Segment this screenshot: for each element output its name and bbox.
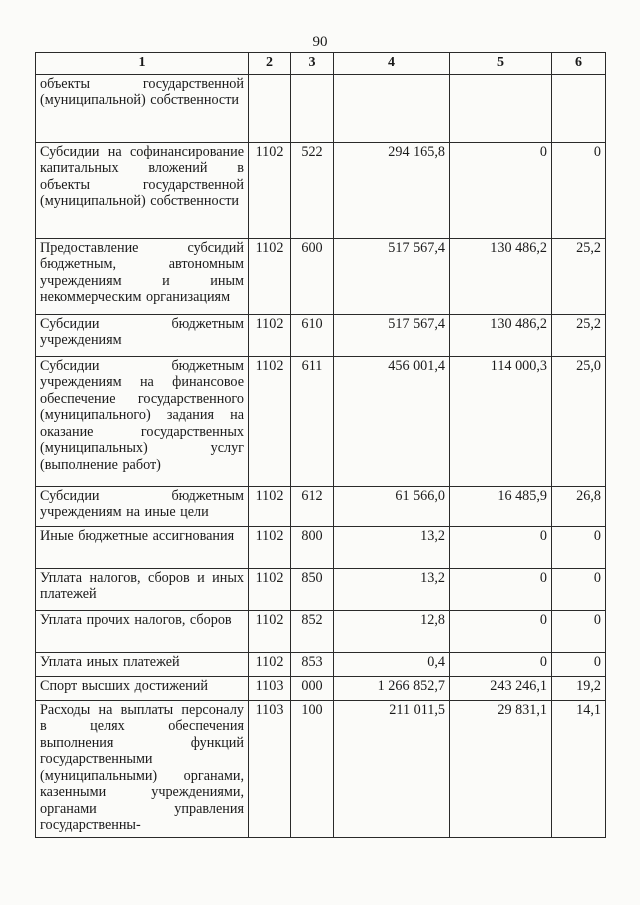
row-plan-value [334,74,450,142]
row-plan-value: 13,2 [334,526,450,568]
table-row [36,142,606,238]
column-header-5: 5 [450,53,552,75]
row-name: Спорт высших достижений [36,676,249,700]
column-header-4: 4 [334,53,450,75]
row-name: Уплата иных платежей [36,652,249,676]
row-actual-value: 0 [450,568,552,610]
table-row [36,238,606,314]
row-actual-value: 0 [450,652,552,676]
row-name: Уплата налогов, сборов и иных платежей [36,568,249,610]
row-percent: 0 [552,568,606,610]
row-actual-value: 0 [450,526,552,568]
row-section-code: 1102 [249,314,291,356]
row-expense-type: 600 [291,238,334,314]
row-plan-value: 13,2 [334,568,450,610]
row-section-code: 1102 [249,486,291,526]
row-expense-type: 611 [291,356,334,486]
table-row [36,610,606,652]
row-plan-value: 456 001,4 [334,356,450,486]
row-plan-value: 517 567,4 [334,238,450,314]
row-expense-type: 850 [291,568,334,610]
row-name: Уплата прочих налогов, сборов [36,610,249,652]
row-plan-value: 61 566,0 [334,486,450,526]
row-actual-value: 29 831,1 [450,700,552,837]
row-section-code: 1103 [249,676,291,700]
row-section-code: 1102 [249,610,291,652]
row-section-code: 1102 [249,356,291,486]
row-percent: 26,8 [552,486,606,526]
row-plan-value: 294 165,8 [334,142,450,238]
row-expense-type: 800 [291,526,334,568]
table-row [36,652,606,676]
table-row [36,314,606,356]
row-section-code: 1103 [249,700,291,837]
row-plan-value: 12,8 [334,610,450,652]
row-plan-value: 517 567,4 [334,314,450,356]
row-section-code [249,74,291,142]
row-plan-value: 0,4 [334,652,450,676]
row-actual-value: 130 486,2 [450,238,552,314]
row-percent: 19,2 [552,676,606,700]
page-number: 90 [312,34,328,50]
row-actual-value: 0 [450,142,552,238]
row-plan-value: 211 011,5 [334,700,450,837]
row-plan-value: 1 266 852,7 [334,676,450,700]
row-name: Субсидии бюджетным учреждениям на финансовое обеспечение государственного (муниципального) задания на оказание государственных (муниципальных) услуг (выполнение работ) [36,356,249,486]
row-actual-value: 114 000,3 [450,356,552,486]
row-expense-type: 612 [291,486,334,526]
row-actual-value [450,74,552,142]
row-expense-type: 522 [291,142,334,238]
row-percent: 25,2 [552,314,606,356]
row-expense-type [291,74,334,142]
row-expense-type: 853 [291,652,334,676]
row-percent: 25,0 [552,356,606,486]
row-section-code: 1102 [249,142,291,238]
column-header-2: 2 [249,53,291,75]
budget-table [35,52,606,838]
row-expense-type: 610 [291,314,334,356]
row-percent: 0 [552,526,606,568]
row-section-code: 1102 [249,568,291,610]
table-row [36,568,606,610]
row-name: объекты государственной (муниципальной) собственности [36,74,249,142]
column-header-1: 1 [36,53,249,75]
table-row [36,74,606,142]
row-percent: 0 [552,610,606,652]
row-percent: 0 [552,652,606,676]
row-section-code: 1102 [249,652,291,676]
row-percent [552,74,606,142]
row-expense-type: 000 [291,676,334,700]
row-section-code: 1102 [249,238,291,314]
row-name: Субсидии на софинансирование капитальных вложений в объекты государственной (муниципальной) собственности [36,142,249,238]
table-row [36,486,606,526]
table-row [36,700,606,837]
row-name: Субсидии бюджетным учреждениям [36,314,249,356]
row-percent: 14,1 [552,700,606,837]
row-percent: 25,2 [552,238,606,314]
column-header-3: 3 [291,53,334,75]
table-row [36,526,606,568]
row-name: Субсидии бюджетным учреждениям на иные цели [36,486,249,526]
row-percent: 0 [552,142,606,238]
column-header-6: 6 [552,53,606,75]
row-actual-value: 243 246,1 [450,676,552,700]
table-row [36,356,606,486]
row-actual-value: 130 486,2 [450,314,552,356]
row-expense-type: 852 [291,610,334,652]
row-section-code: 1102 [249,526,291,568]
table-header-row [36,53,606,75]
row-name: Предоставление субсидий бюджетным, автономным учреждениям и иным некоммерческим организациям [36,238,249,314]
row-name: Иные бюджетные ассигнования [36,526,249,568]
row-actual-value: 16 485,9 [450,486,552,526]
row-expense-type: 100 [291,700,334,837]
row-actual-value: 0 [450,610,552,652]
row-name: Расходы на выплаты персоналу в целях обеспечения выполнения функций государственными (муниципальными) органами, казенными учреждениями, органами управления государственны- [36,700,249,837]
table-row [36,676,606,700]
